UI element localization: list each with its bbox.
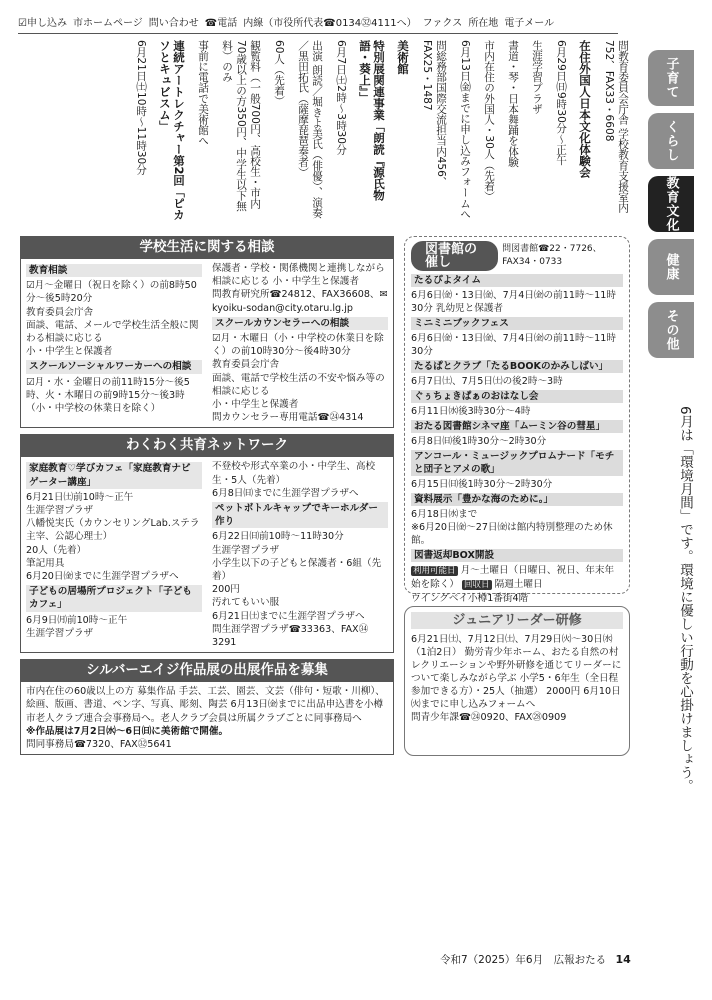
cap-items: 汚れてもいい服: [212, 597, 280, 609]
reading-date: 6月7日㈯2時～3時30分: [335, 40, 347, 155]
cap-target: 小学生以下の子どもと保護者・6組（先着）: [212, 557, 382, 583]
cafe-capacity: 20人（先着）: [26, 544, 87, 556]
legend-location: 所在地: [468, 18, 499, 29]
lecture-date: 6月21日㈯10時～11時30分: [135, 40, 147, 175]
edu-consult-place: 教育委員会庁舎: [26, 306, 94, 318]
reading-title: 特別展関連事業「朗読『源氏物語・葵上』」: [358, 40, 386, 201]
kids-place-heading: 子どもの居場所プロジェクト「子どもカフェ」: [26, 585, 202, 611]
kids-place-venue: 生涯学習プラザ: [26, 627, 94, 639]
legend-extension: 内線（市役所代表☎0134㉜4111へ）: [243, 18, 417, 29]
lib-event-2-body: 6月6日㈮・13日㈮、7月4日㈮の前11時～11時30分: [411, 333, 616, 357]
return-collect: 隔週土曜日: [494, 579, 543, 590]
tab-other[interactable]: その他: [648, 302, 694, 358]
edu-consult-contact: 問教育研究所☎24812、FAX36608、✉kyoiku-sodan@city.otaru.lg.jp: [212, 289, 388, 314]
library-events-box: [404, 236, 630, 604]
return-box-title: 図書返却BOX開設: [411, 549, 623, 562]
silver-contact: 問同事務局☎7320、FAX㉜5641: [26, 739, 172, 751]
cafe-date: 6月21日㈯前10時～正午: [26, 491, 134, 503]
return-days: 月～土曜日（日曜日、祝日、年末年始を除く）: [411, 565, 615, 590]
return-days-tag: 利用可能日: [413, 566, 456, 576]
cap-fee: 200円: [212, 584, 240, 596]
legend-homepage: 市ホームページ: [72, 18, 143, 29]
kids-place-date: 6月9日㈪前10時～正午: [26, 614, 128, 626]
lib-event-6-body: 6月15日㈰後1時30分～2時30分: [411, 479, 553, 490]
lib-event-7-title: 資料展示「豊かな海のために。」: [411, 493, 623, 506]
reading-capacity: 60人（先着）: [273, 40, 285, 107]
ssw-time: ☑月・水・金曜日の前11時15分～後5時、火・木曜日の前9時15分～後3時（小・中学校の休業日を除く）: [26, 376, 190, 415]
category-tabs: [648, 50, 694, 365]
board-contact: 問教育委員会庁舎 学校教育支援室内752、FAX33・6608: [603, 40, 629, 213]
foreign-event-date: 6月29日㈰9時30分～正午: [555, 40, 567, 166]
cap-apply: 6月21日㈯までに生涯学習プラザへ: [212, 610, 365, 622]
kids-place-apply: 6月8日㈰までに生涯学習プラザへ: [212, 487, 359, 499]
museum-badge: 美術館: [396, 40, 410, 75]
network-section-title: わくわく共育ネットワーク: [20, 434, 394, 456]
foreign-event-target: 市内在住の外国人・30人（先着）: [483, 40, 495, 202]
lib-event-5-body: 6月8日㈰後1時30分～2時30分: [411, 436, 547, 447]
sc-method: 面談、電話で学校生活の不安や悩み等の相談に応じる: [212, 372, 385, 397]
lib-event-4-title: ぐぅちょきぱぁのおはなし会: [411, 390, 623, 403]
school-section: [20, 258, 394, 428]
legend-phone: ☎電話: [204, 18, 238, 29]
sc-place: 教育委員会庁舎: [212, 359, 280, 371]
left-column: [20, 236, 394, 755]
library-title: 図書館の催し: [411, 241, 498, 271]
tab-childcare[interactable]: 子育て: [648, 50, 694, 106]
lib-event-1-title: たるぴよタイム: [411, 274, 623, 287]
lib-event-5-title: おたる図書館シネマ座「ムーミン谷の彗星」: [411, 420, 623, 433]
edu-consult-continued: 保護者・学校・関係機関と連携しながら相談に応じる 小・中学生と保護者: [212, 263, 385, 288]
top-vertical-notices: [18, 40, 630, 222]
edu-consult-time: ☑月～金曜日（祝日を除く）の前8時50分～後5時20分: [26, 280, 197, 305]
school-section-title: 学校生活に関する相談: [20, 236, 394, 258]
lib-event-1-body: 6月6日㈮・13日㈮、7月4日㈮の前11時～11時30分 乳幼児と保護者: [411, 290, 616, 314]
lecture-title: 連続アートレクチャー第2回「ピカソとキュビスム」: [158, 40, 186, 221]
cafe-heading: 家庭教育♡学びカフェ「家庭教育ナビゲーター講座」: [26, 462, 202, 488]
page-footer: [440, 952, 631, 967]
legend-inquiry: 問い合わせ: [148, 18, 199, 29]
library-contact: 問図書館☎22・7726、FAX34・0733: [502, 244, 602, 267]
junior-title: ジュニアリーダー研修: [411, 612, 623, 629]
page-number: 14: [615, 953, 631, 966]
kids-place-target: 不登校や形式卒業の小・中学生、高校生・5人（先着）: [212, 461, 376, 486]
legend-fax: ファクス: [422, 18, 463, 29]
lib-closure-note: ※6月20日㈮～27日㈮は館内特別整理のため休館。: [411, 522, 613, 546]
foreign-event-apply: 6月13日㈮までに申し込みフォームへ: [459, 40, 471, 220]
junior-contact: 問青少年課☎㉔0920、FAX㉘0909: [411, 712, 567, 723]
sc-contact: 問カウンセラー専用電話☎㉔4314: [212, 412, 364, 424]
foreign-event-contact: 問総務部国際交流担当内456、FAX25・1487: [421, 40, 447, 188]
edu-consult-target: 小・中学生と保護者: [26, 346, 113, 358]
return-collect-tag: 回収日: [464, 580, 490, 590]
reading-apply: 事前に電話で美術館へ: [197, 40, 209, 146]
issue-label: 令和7（2025）年6月 広報おたる: [440, 954, 607, 966]
reading-performers: 出演 朗読／堀きよ美氏（俳優）、演奏／黒田拓氏（薩摩琵琶奏者）: [297, 40, 323, 219]
cafe-lecturer: 八幡悦実氏（カウンセリングLab.ステラ主宰、公認心理士）: [26, 518, 200, 543]
silver-note: ※作品展は7月2日㈬～6日㈰に美術館で開催。: [26, 725, 229, 737]
silver-section-title: シルバーエイジ作品展の出展作品を募集: [20, 659, 394, 681]
return-place: ウイングベイ小樽1番街4階: [411, 593, 529, 604]
silver-section: [20, 681, 394, 755]
cap-keyholder-heading: ペットボトルキャップでキーホルダー作り: [212, 502, 388, 528]
tab-education-culture[interactable]: 教育文化: [648, 176, 694, 232]
tab-health[interactable]: 健康: [648, 239, 694, 295]
sc-heading: スクールカウンセラーへの相談: [212, 317, 388, 330]
silver-body: 市内在住の60歳以上の方 募集作品 手芸、工芸、園芸、文芸（俳句・短歌・川柳）、絵画、版画、書道、ペン字、写真、彫刻、陶芸 6月13日㈮までに出品申込書を小樽市老人クラブ連合会事務局へ。老人クラブ会員は所属クラブごとに同事務局へ: [26, 686, 385, 724]
sc-time: ☑月・木曜日（小・中学校の休業日を除く）の前10時30分～後4時30分: [212, 333, 384, 358]
legend-apply: ☑申し込み: [18, 18, 67, 29]
edu-consult-heading: 教育相談: [26, 264, 202, 277]
cap-date: 6月22日㈰前10時～11時30分: [212, 531, 344, 543]
network-section: [20, 456, 394, 653]
junior-body: 6月21日㈯、7月12日㈯、7月29日㈫～30日㈬（1泊2日） 勤労青少年ホーム、おたる自然の村 レクリエーションや野外研修を通じてリーダーについて楽しみながら学ぶ 小学5・6年生（全日程参加できる方）・25人（抽選） 2000円 6月10日㈫までに申し込みフォームへ: [411, 634, 622, 710]
environment-month-message: 6月は「環境月間」です。環境に優しい行動を心掛けましょう。: [677, 406, 693, 793]
foreign-event-content: 書道・琴・日本舞踊を体験: [507, 40, 519, 168]
sc-target: 小・中学生と保護者: [212, 399, 299, 411]
lib-event-4-body: 6月11日㈬後3時30分～4時: [411, 406, 531, 417]
legend-bar: [18, 14, 618, 34]
network-contact: 問生涯学習プラザ☎33363、FAX㉞3291: [212, 623, 369, 649]
reading-fee: 観覧料（一般700円、高校生・市内70歳以上の方350円、中学生以下無料）のみ: [221, 40, 261, 212]
cafe-apply: 6月20日㈮までに生涯学習プラザへ: [26, 571, 179, 583]
junior-leader-box: [404, 606, 630, 756]
ssw-heading: スクールソーシャルワーカーへの相談: [26, 360, 202, 373]
lib-event-3-body: 6月7日㈯、7月5日㈯の後2時～3時: [411, 376, 563, 387]
cafe-items: 筆記用具: [26, 557, 65, 569]
legend-email: 電子メール: [504, 18, 555, 29]
lib-event-7-body: 6月18日㈬まで: [411, 509, 478, 520]
foreign-event-venue: 生涯学習プラザ: [531, 40, 543, 115]
cap-venue: 生涯学習プラザ: [212, 544, 280, 556]
foreign-event-title: 在住外国人日本文化体験会: [578, 40, 592, 178]
tab-living[interactable]: くらし: [648, 113, 694, 169]
lib-event-6-title: アンコール・ミュージックプロムナード「モチと団子とアメの歌」: [411, 450, 623, 476]
lib-event-2-title: ミニミニブックフェス: [411, 317, 623, 330]
cafe-venue: 生涯学習プラザ: [26, 505, 94, 517]
lib-event-3-title: たるぱとクラブ「たるBOOKのかみしばい」: [411, 360, 623, 373]
edu-consult-method: 面談、電話、メールで学校生活全般に関わる相談に応じる: [26, 319, 199, 345]
